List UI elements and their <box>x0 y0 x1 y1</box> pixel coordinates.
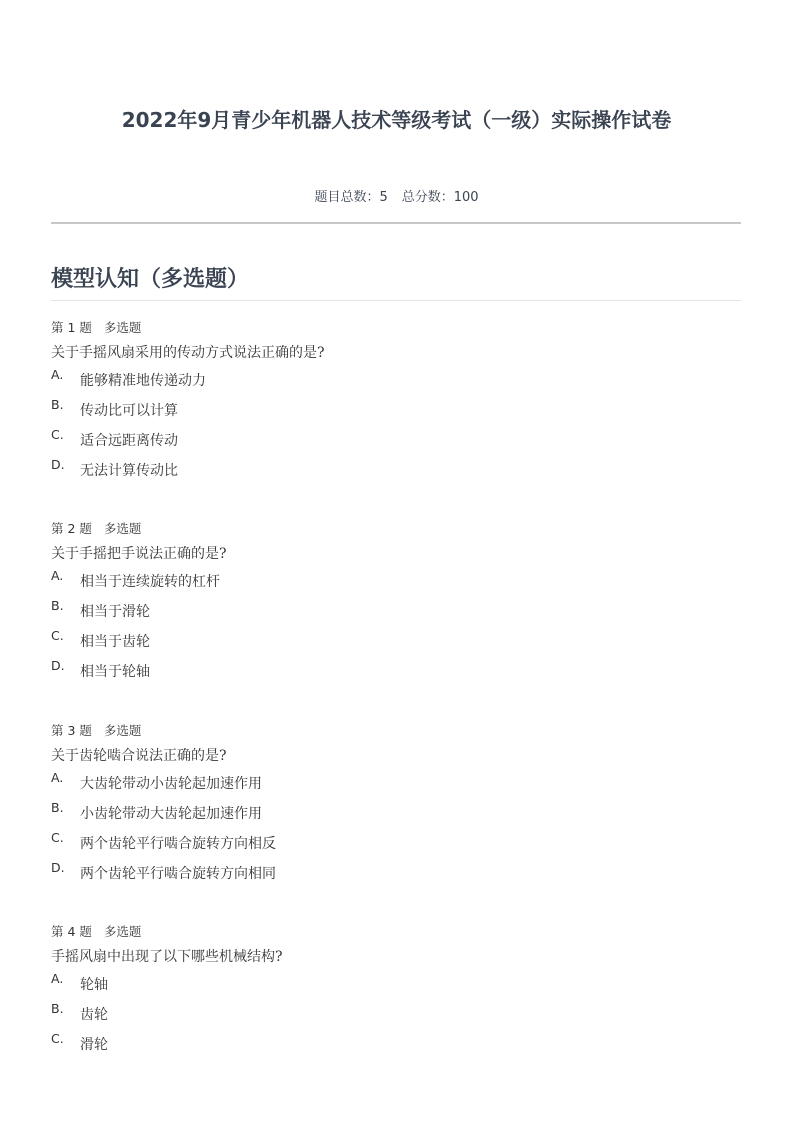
option-text: 无法计算传动比 <box>80 463 178 479</box>
question-stem: 关于手摇风扇采用的传动方式说法正确的是? <box>51 345 325 361</box>
option-text: 适合远距离传动 <box>80 433 178 449</box>
option-text: 相当于滑轮 <box>80 604 150 620</box>
option-a <box>51 567 741 597</box>
header-divider <box>51 222 741 224</box>
total-questions: 题目总数：5 <box>314 190 388 205</box>
question-header <box>51 922 741 942</box>
question-3 <box>51 721 741 889</box>
question-stem: 手摇风扇中出现了以下哪些机械结构? <box>51 949 283 965</box>
section-divider <box>51 300 741 301</box>
option-letter: A. <box>51 770 64 785</box>
option-d <box>51 859 741 889</box>
option-text: 滑轮 <box>80 1037 108 1053</box>
option-letter: C. <box>51 830 64 845</box>
exam-summary <box>0 186 793 205</box>
option-letter: D. <box>51 457 65 472</box>
page-title: 2022年9月青少年机器人技术等级考试（一级）实际操作试卷 <box>121 108 672 132</box>
option-text: 大齿轮带动小齿轮起加速作用 <box>80 776 262 792</box>
option-letter: B. <box>51 800 64 815</box>
total-score: 总分数：100 <box>401 190 479 205</box>
option-c <box>51 829 741 859</box>
question-type: 多选题 <box>103 723 142 738</box>
question-header <box>51 721 741 741</box>
option-text: 齿轮 <box>80 1007 108 1023</box>
option-text: 能够精准地传递动力 <box>80 373 206 389</box>
option-letter: C. <box>51 628 64 643</box>
option-letter: C. <box>51 427 64 442</box>
option-letter: A. <box>51 568 64 583</box>
option-letter: B. <box>51 397 64 412</box>
question-type: 多选题 <box>103 320 142 335</box>
option-text: 两个齿轮平行啮合旋转方向相同 <box>80 866 276 882</box>
question-number: 第 1 题 <box>51 320 92 335</box>
option-letter: D. <box>51 658 65 673</box>
option-text: 小齿轮带动大齿轮起加速作用 <box>80 806 262 822</box>
option-letter: D. <box>51 860 65 875</box>
option-c <box>51 426 741 456</box>
question-number: 第 2 题 <box>51 521 92 536</box>
option-b <box>51 396 741 426</box>
question-1 <box>51 318 741 486</box>
option-text: 相当于连续旋转的杠杆 <box>80 574 220 590</box>
question-number: 第 3 题 <box>51 723 92 738</box>
option-a <box>51 366 741 396</box>
option-letter: A. <box>51 971 64 986</box>
option-d <box>51 456 741 486</box>
question-2 <box>51 519 741 687</box>
question-4 <box>51 922 741 1060</box>
option-text: 相当于齿轮 <box>80 634 150 650</box>
question-type: 多选题 <box>103 924 142 939</box>
question-stem: 关于齿轮啮合说法正确的是? <box>51 748 227 764</box>
option-letter: B. <box>51 1001 64 1016</box>
option-text: 轮轴 <box>80 977 108 993</box>
option-letter: A. <box>51 367 64 382</box>
question-number: 第 4 题 <box>51 924 92 939</box>
question-header <box>51 318 741 338</box>
option-text: 两个齿轮平行啮合旋转方向相反 <box>80 836 276 852</box>
option-c <box>51 627 741 657</box>
option-text: 相当于轮轴 <box>80 664 150 680</box>
question-stem: 关于手摇把手说法正确的是? <box>51 546 227 562</box>
option-a <box>51 970 741 1000</box>
option-d <box>51 657 741 687</box>
question-type: 多选题 <box>103 521 142 536</box>
option-b <box>51 597 741 627</box>
section-title: 模型认知（多选题） <box>51 267 250 292</box>
option-text: 传动比可以计算 <box>80 403 178 419</box>
option-b <box>51 1000 741 1030</box>
option-a <box>51 769 741 799</box>
option-letter: C. <box>51 1031 64 1046</box>
question-header <box>51 519 741 539</box>
option-letter: B. <box>51 598 64 613</box>
option-c <box>51 1030 741 1060</box>
option-b <box>51 799 741 829</box>
